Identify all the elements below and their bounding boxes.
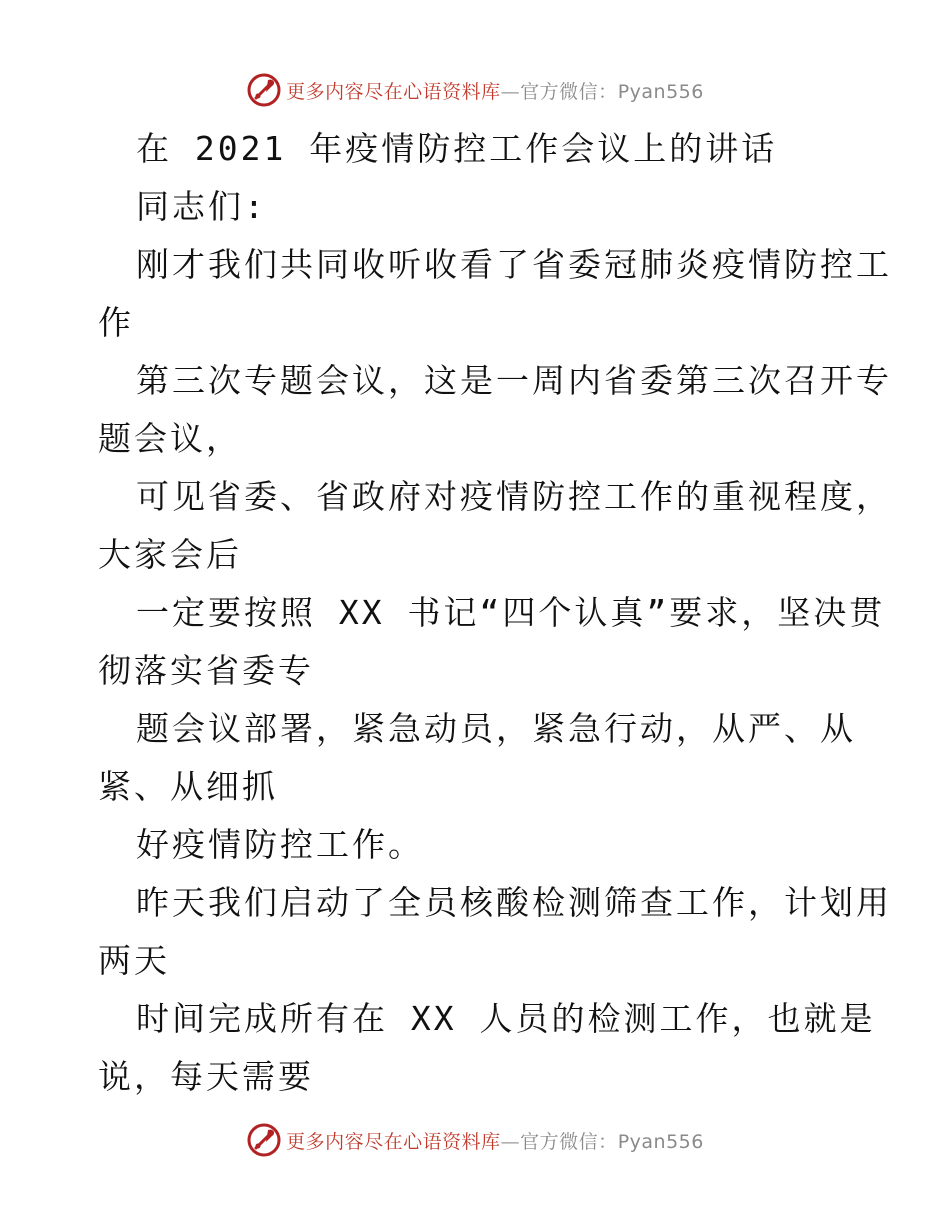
paragraph-line: 刚才我们共同收听收看了省委冠肺炎疫情防控工 bbox=[136, 245, 892, 284]
paragraph-line: 两天 bbox=[98, 941, 170, 980]
paragraph-line: 可见省委、省政府对疫情防控工作的重视程度， bbox=[136, 477, 892, 516]
paragraph-line: 好疫情防控工作。 bbox=[136, 825, 424, 864]
paragraph-line: 第三次专题会议，这是一周内省委第三次召开专 bbox=[136, 361, 892, 400]
red-quill-logo-icon bbox=[246, 1122, 282, 1158]
banner-brand-text: 更多内容尽在心语资料库 bbox=[286, 1130, 501, 1153]
paragraph-line: 时间完成所有在 XX 人员的检测工作，也就是 bbox=[136, 999, 876, 1038]
paragraph-line: 题会议， bbox=[98, 419, 242, 458]
banner-brand-text: 更多内容尽在心语资料库 bbox=[286, 80, 501, 103]
paragraph-line: 题会议部署，紧急动员，紧急行动，从严、从 bbox=[136, 709, 856, 748]
banner-separator: — bbox=[500, 80, 521, 103]
paragraph-line: 彻落实省委专 bbox=[98, 651, 314, 690]
red-quill-logo-icon bbox=[246, 72, 282, 108]
header-banner bbox=[0, 70, 950, 110]
banner-contact-label: 官方微信： bbox=[520, 1130, 618, 1153]
paragraph-line: 作 bbox=[98, 303, 134, 342]
footer-banner bbox=[0, 1120, 950, 1160]
banner-separator: — bbox=[500, 1130, 521, 1153]
paragraph-line: 同志们: bbox=[136, 187, 267, 226]
banner-contact-value: Pyan556 bbox=[617, 1130, 704, 1153]
paragraph-line: 说，每天需要 bbox=[98, 1057, 314, 1096]
document-body bbox=[98, 120, 892, 1106]
paragraph-line: 大家会后 bbox=[98, 535, 242, 574]
banner-contact-value: Pyan556 bbox=[617, 80, 704, 103]
paragraph-line: 紧、从细抓 bbox=[98, 767, 278, 806]
document-title: 在 2021 年疫情防控工作会议上的讲话 bbox=[136, 129, 778, 168]
paragraph-line: 昨天我们启动了全员核酸检测筛查工作，计划用 bbox=[136, 883, 892, 922]
paragraph-line: 一定要按照 XX 书记“四个认真”要求，坚决贯 bbox=[136, 593, 886, 632]
banner-contact-label: 官方微信： bbox=[520, 80, 618, 103]
